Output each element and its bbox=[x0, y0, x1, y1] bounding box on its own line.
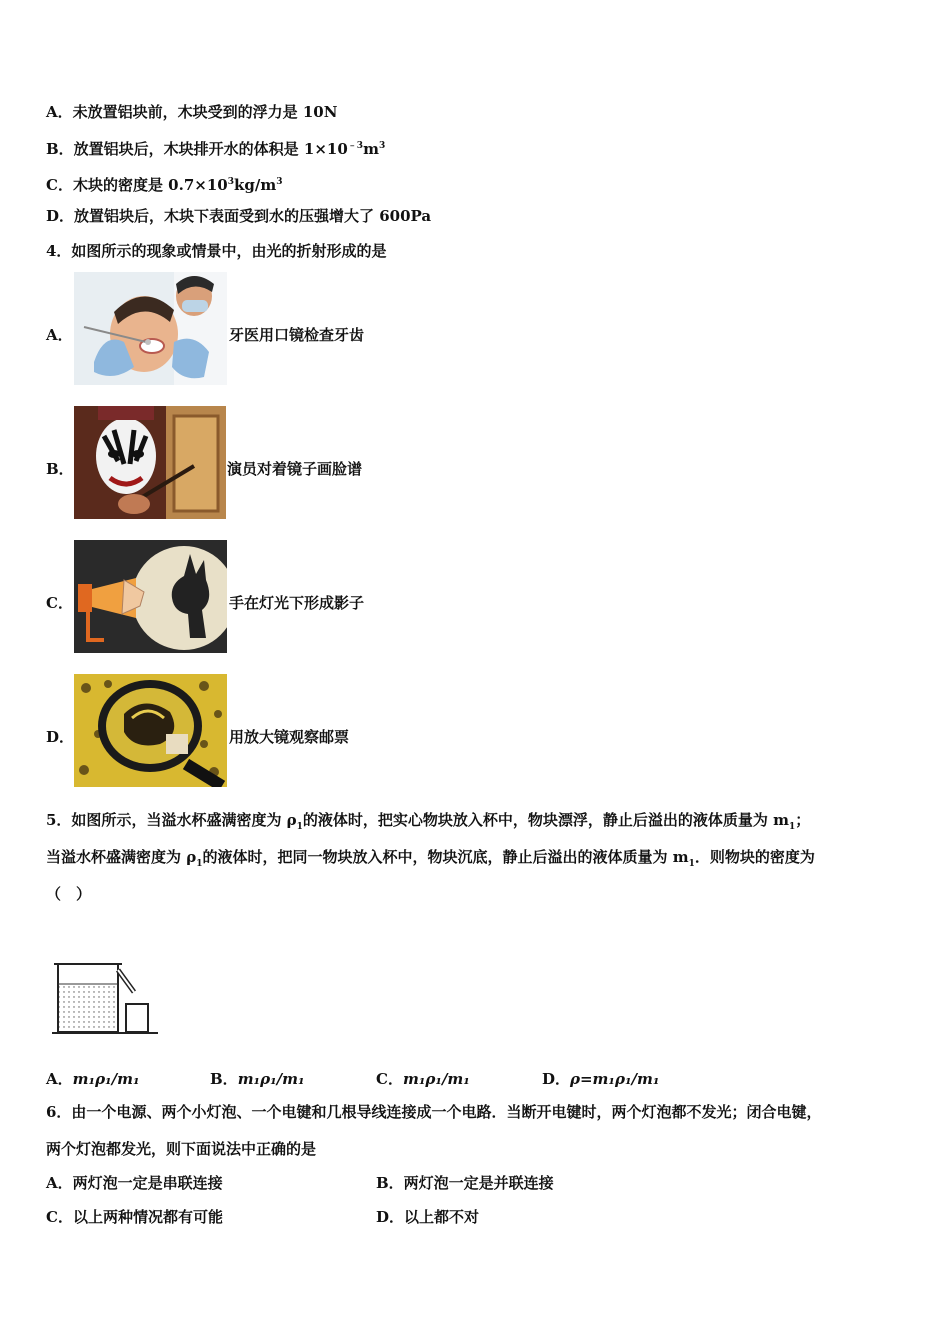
q5-option-c: C．m₁ρ₁/m₁ bbox=[376, 1070, 470, 1088]
q6-option-d: D．以上都不对 bbox=[376, 1208, 480, 1226]
q4-option-b-caption: 演员对着镜子画脸谱 bbox=[227, 460, 363, 478]
magnifier-stamp-image bbox=[74, 674, 227, 787]
q3-option-c: C．木块的密度是 $0.7\times 10^3kg/m^3$ bbox=[46, 176, 283, 194]
q4-option-a-label: A． bbox=[46, 326, 73, 344]
q5-option-b: B．m₁ρ₁/m₁ bbox=[210, 1070, 305, 1088]
q5-line-2: 当溢水杯盛满密度为 $\rho_1$的液体时，把同一物块放入杯中，物块沉底，静止后溢出的液体质量为 $m_1$．则物块的密度为 bbox=[46, 848, 815, 869]
q4-option-c-label: C． bbox=[46, 594, 73, 612]
q4-option-d-caption: 用放大镜观察邮票 bbox=[229, 728, 350, 746]
q6-line-1: 6．由一个电源、两个小灯泡、一个电键和几根导线连接成一个电路．当断开电键时，两个灯泡都不发光；闭合电键， bbox=[46, 1103, 822, 1121]
overflow-cup-diagram bbox=[52, 960, 162, 1038]
dentist-mirror-image bbox=[74, 272, 227, 385]
opera-mask-mirror-image bbox=[74, 406, 226, 519]
q6-option-b: B．两灯泡一定是并联连接 bbox=[376, 1174, 554, 1192]
q4-option-d-label: D． bbox=[46, 728, 75, 746]
q3-option-d: D．放置铝块后，木块下表面受到水的压强增大了 600Pa bbox=[46, 207, 432, 225]
q3-option-b: B．放置铝块后，木块排开水的体积是 $1\times 10^{﹣3}m^3$ bbox=[46, 140, 386, 158]
q6-option-c: C．以上两种情况都有可能 bbox=[46, 1208, 223, 1226]
q5-line-1: 5．如图所示，当溢水杯盛满密度为 $\rho_1$的液体时，把实心物块放入杯中，物块漂浮，静止后溢出的液体质量为 $m_1$； bbox=[46, 811, 811, 832]
q4-option-c-caption: 手在灯光下形成影子 bbox=[229, 594, 365, 612]
q6-line-2: 两个灯泡都发光，则下面说法中正确的是 bbox=[46, 1140, 317, 1158]
q5-option-a: A．m₁ρ₁/m₁ bbox=[46, 1070, 140, 1088]
hand-shadow-image bbox=[74, 540, 227, 653]
q3-option-a: A．未放置铝块前，木块受到的浮力是 10N bbox=[46, 103, 338, 121]
q4-stem: 4．如图所示的现象或情景中，由光的折射形成的是 bbox=[46, 242, 387, 260]
q6-option-a: A．两灯泡一定是串联连接 bbox=[46, 1174, 223, 1192]
q4-option-a-caption: 牙医用口镜检查牙齿 bbox=[229, 326, 365, 344]
q5-bracket: （ ） bbox=[46, 885, 92, 903]
q5-option-d: D．ρ=m₁ρ₁/m₁ bbox=[542, 1070, 660, 1088]
q4-option-b-label: B． bbox=[46, 460, 74, 478]
